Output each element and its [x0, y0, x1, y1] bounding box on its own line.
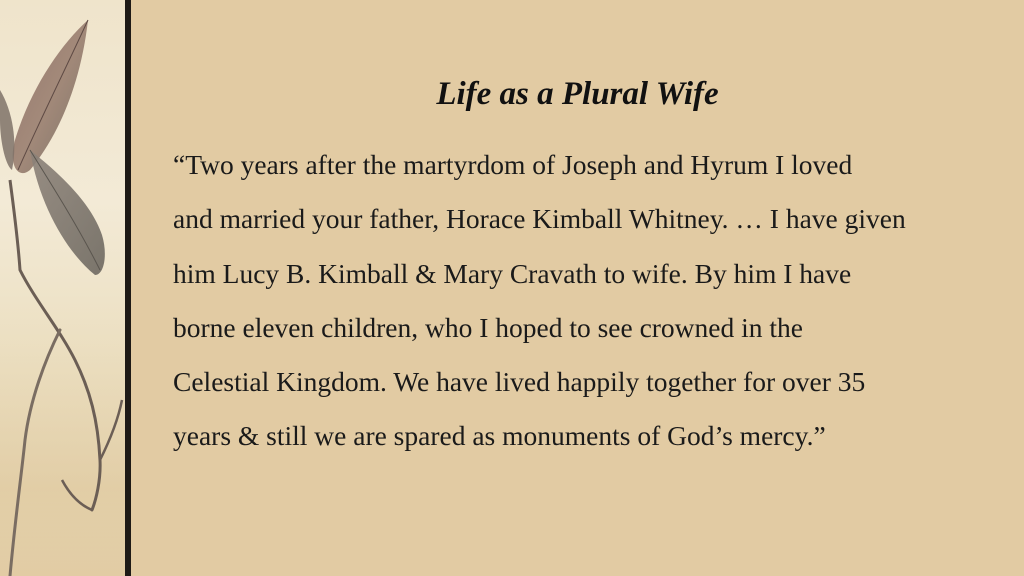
quote-text: [173, 138, 1008, 464]
quote-line: him Lucy B. Kimball & Mary Cravath to wife. By him I have: [173, 257, 852, 289]
dried-leaf-branch-icon: [0, 0, 125, 576]
decorative-side-panel: [0, 0, 125, 576]
quote-line: and married your father, Horace Kimball Whitney. … I have given: [173, 203, 906, 235]
quote-line: borne eleven children, who I hoped to see crowned in the: [173, 311, 803, 343]
quote-line: “Two years after the martyrdom of Joseph and Hyrum I loved: [173, 149, 853, 180]
quote-line: Celestial Kingdom. We have lived happily together for over 35: [173, 366, 866, 398]
slide-title: Life as a Plural Wife: [436, 76, 719, 112]
quote-line: years & still we are spared as monuments of God’s mercy.”: [173, 420, 826, 452]
